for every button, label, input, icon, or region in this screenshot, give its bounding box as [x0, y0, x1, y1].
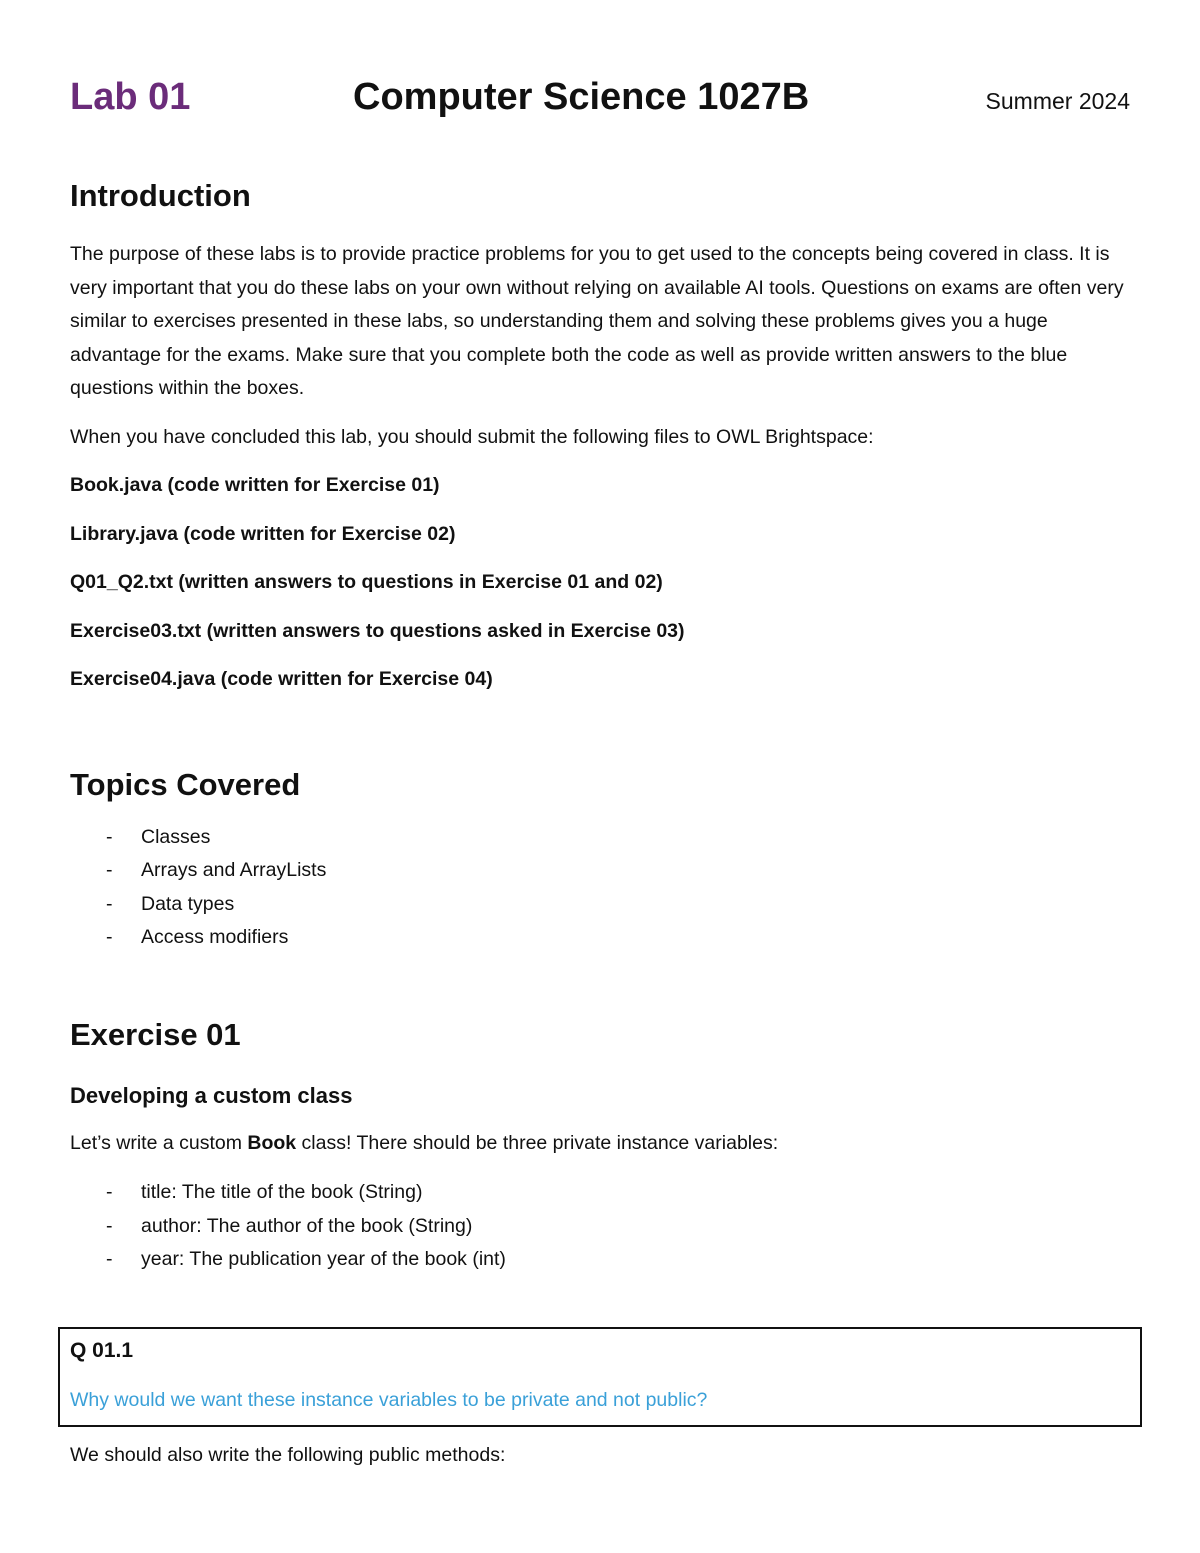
document-header	[70, 72, 1130, 128]
list-item: - year: The publication year of the book (int)	[106, 1248, 506, 1270]
list-item: - Data types	[106, 892, 235, 915]
course-title: Computer Science 1027B	[353, 76, 810, 118]
book-class-name: Book	[247, 1131, 297, 1154]
submit-file-book: Book.java (code written for Exercise 01)	[70, 474, 440, 496]
introduction-paragraph: The purpose of these labs is to provide practice problems for you to get used to the concepts being covered in class. It is very important that you do these labs on your own without relying on available AI tools. Questions on exams are often very similar to exercises presented in these labs, so understanding them and solving these problems gives you a huge advantage for the exams. Make sure that you complete both the code as well as provide written answers to the blue questions within the boxes.	[70, 243, 1124, 399]
list-item: - Arrays and ArrayLists	[106, 859, 327, 881]
list-item: - Classes	[106, 825, 211, 848]
topics-heading: Topics Covered	[70, 766, 301, 802]
question-label: Q 01.1	[70, 1338, 134, 1362]
submit-file-library: Library.java (code written for Exercise 02)	[70, 522, 456, 545]
question-text: Why would we want these instance variables to be private and not public?	[70, 1388, 708, 1411]
list-item: - author: The author of the book (String)	[106, 1214, 473, 1237]
question-box-q01-1	[58, 1327, 1142, 1427]
exercise01-intro: Let’s write a custom Book class! There should be three private instance variables:	[70, 1131, 779, 1154]
methods-intro: We should also write the following public methods:	[70, 1443, 506, 1466]
list-item: - Access modifiers	[106, 926, 289, 948]
exercise01-heading: Exercise 01	[70, 1016, 241, 1052]
topics-list	[70, 821, 1130, 955]
introduction-heading: Introduction	[70, 178, 251, 213]
submit-file-answers: Q01_Q2.txt (written answers to questions in Exercise 01 and 02)	[70, 571, 663, 593]
lab-title: Lab 01	[70, 76, 191, 118]
list-item: - title: The title of the book (String)	[106, 1181, 423, 1203]
submit-instructions: When you have concluded this lab, you should submit the following files to OWL Brightspace:	[70, 425, 874, 448]
term-label: Summer 2024	[985, 88, 1130, 114]
instance-variables-list	[70, 1176, 1130, 1277]
submit-file-exercise04: Exercise04.java (code written for Exercise 04)	[70, 668, 493, 690]
document-body	[70, 172, 1130, 1472]
exercise01-subheading: Developing a custom class	[70, 1082, 353, 1108]
submit-file-exercise03: Exercise03.txt (written answers to questions asked in Exercise 03)	[70, 619, 685, 642]
